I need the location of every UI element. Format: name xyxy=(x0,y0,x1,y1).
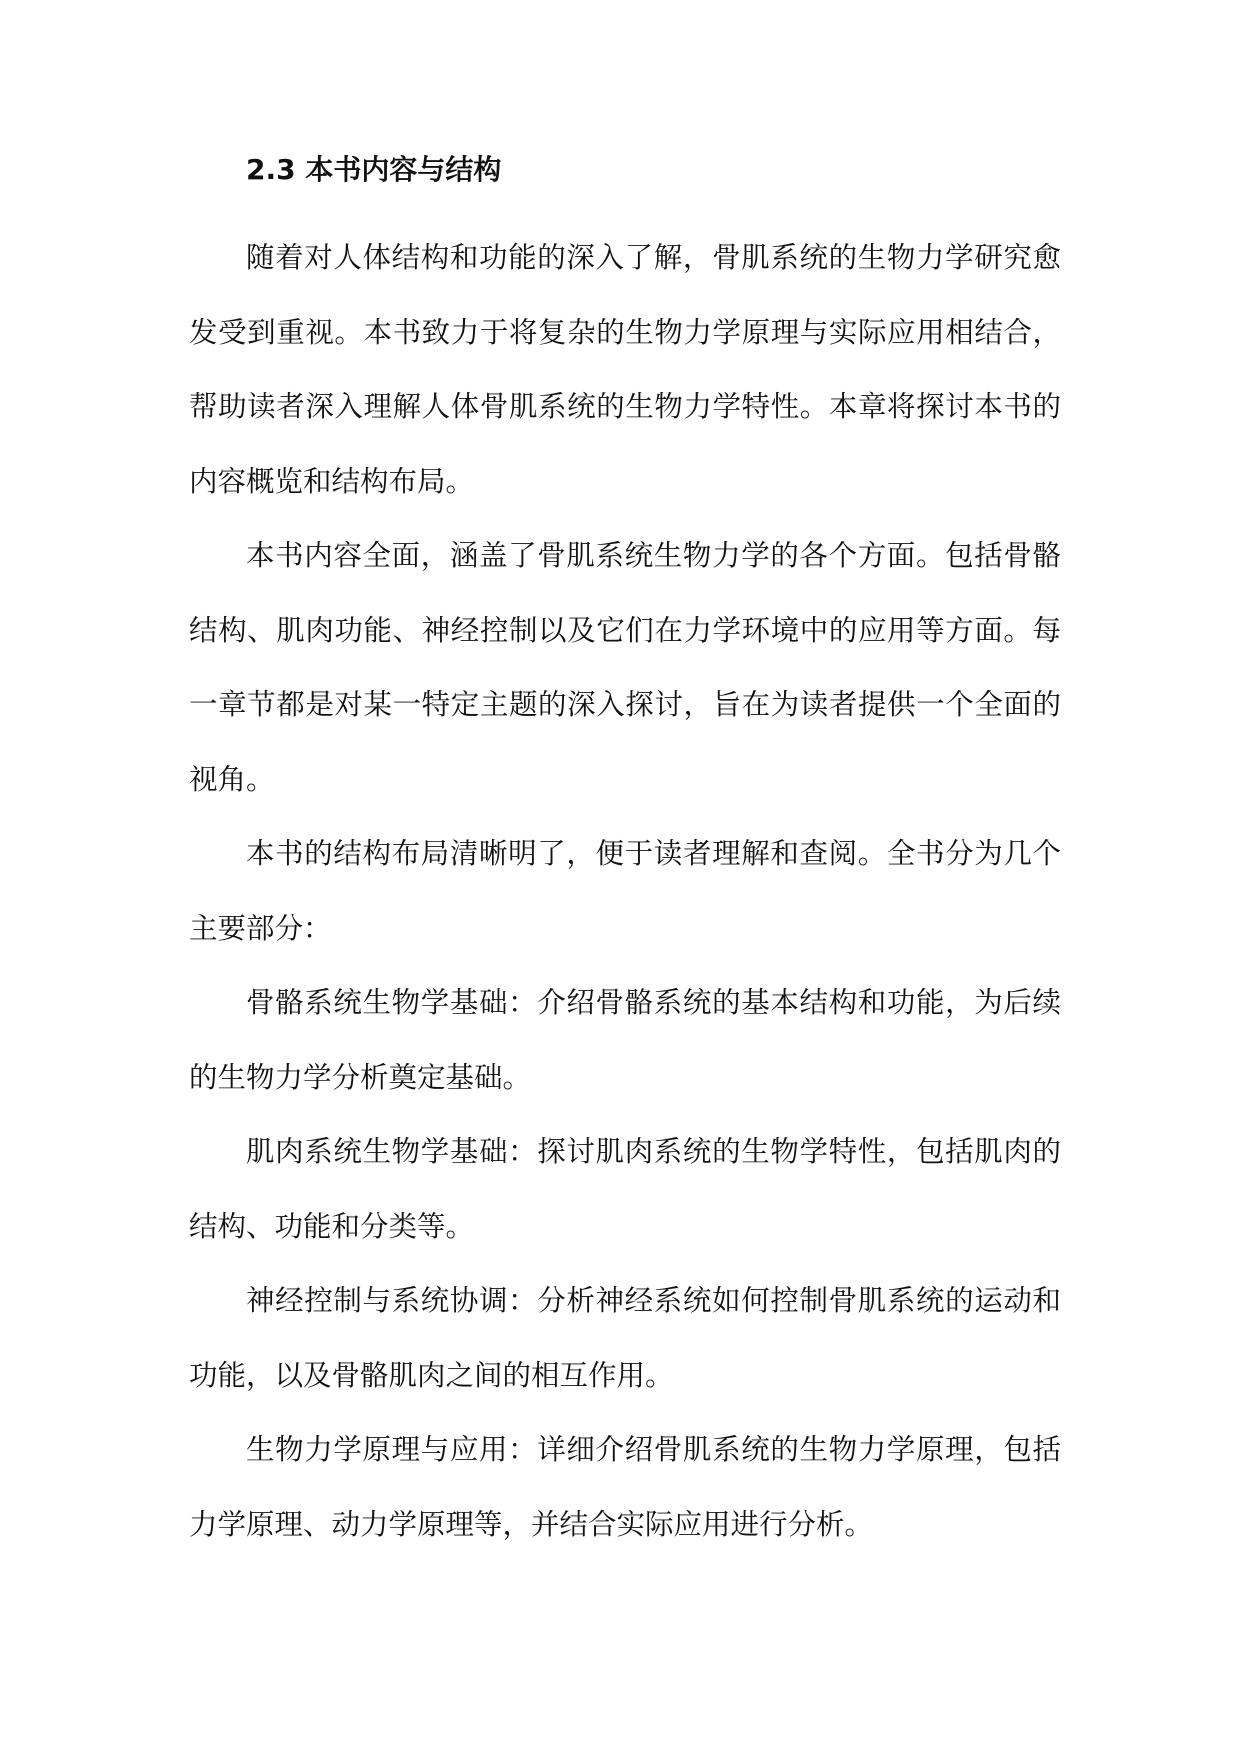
paragraph-neural-control: 神经控制与系统协调：分析神经系统如何控制骨肌系统的运动和功能，以及骨骼肌肉之间的相互作用。 xyxy=(189,1284,1061,1392)
paragraph-muscular-basics: 肌肉系统生物学基础：探讨肌肉系统的生物学特性，包括肌肉的结构、功能和分类等。 xyxy=(189,1135,1061,1243)
paragraph-biomechanics-principles: 生物力学原理与应用：详细介绍骨肌系统的生物力学原理，包括力学原理、动力学原理等，并结合实际应用进行分析。 xyxy=(189,1433,1061,1541)
paragraph-structure-overview: 本书的结构布局清晰明了，便于读者理解和查阅。全书分为几个主要部分： xyxy=(189,837,1061,945)
paragraph-skeletal-basics: 骨骼系统生物学基础：介绍骨骼系统的基本结构和功能，为后续的生物力学分析奠定基础。 xyxy=(189,986,1061,1094)
paragraph-intro: 随着对人体结构和功能的深入了解，骨肌系统的生物力学研究愈发受到重视。本书致力于将复杂的生物力学原理与实际应用相结合，帮助读者深入理解人体骨肌系统的生物力学特性。本章将探讨本书的内容概览和结构布局。 xyxy=(189,241,1061,498)
paragraph-content-overview: 本书内容全面，涵盖了骨肌系统生物力学的各个方面。包括骨骼结构、肌肉功能、神经控制以及它们在力学环境中的应用等方面。每一章节都是对某一特定主题的深入探讨，旨在为读者提供一个全面的视角。 xyxy=(189,539,1061,796)
section-heading: 2.3 本书内容与结构 xyxy=(246,153,502,186)
document-content xyxy=(189,143,1061,1562)
